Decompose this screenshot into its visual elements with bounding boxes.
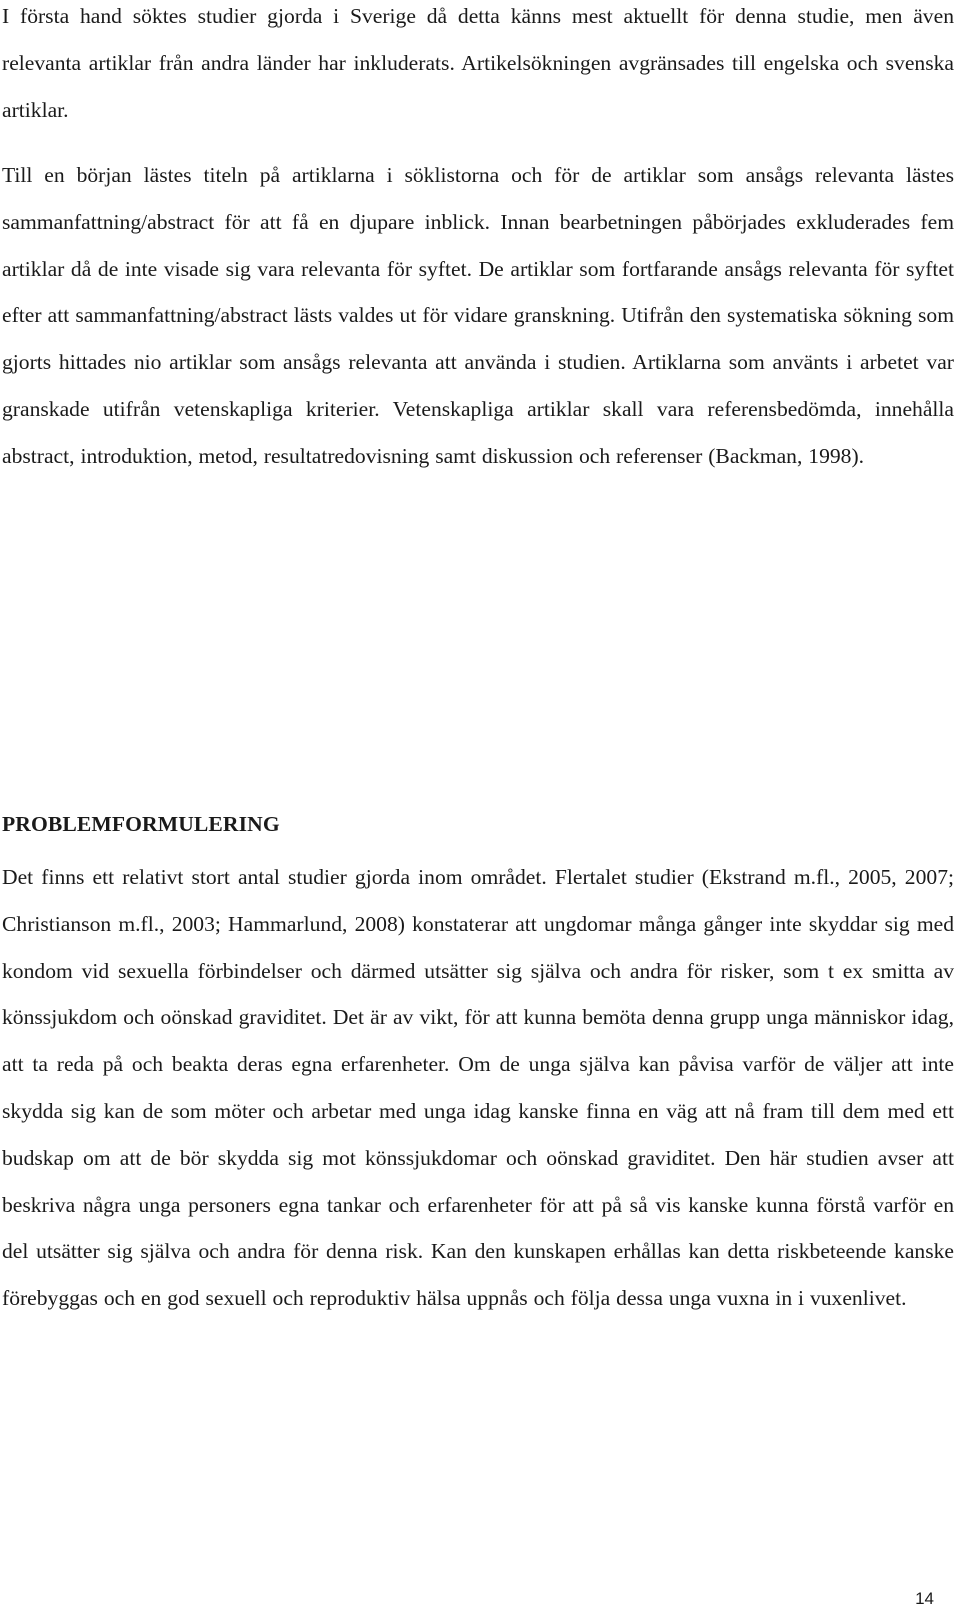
section-heading: PROBLEMFORMULERING bbox=[2, 812, 280, 836]
page-number: 14 bbox=[915, 1589, 934, 1608]
paragraph-problem-statement: Det finns ett relativt stort antal studier gjorda inom området. Flertalet studier (Ekstrand m.fl., 2005, 2007; Christianson m.fl., 2003; Hammarlund, 2008) konstaterar att ungdomar många gånger inte skyddar sig med kondom vid sexuella förbindelser och därmed utsätter sig själva och andra för risker, som t ex smitta av könssjukdom och oönskad graviditet. Det är av vikt, för att kunna bemöta denna grupp unga människor idag, att ta reda på och beakta deras egna erfarenheter. Om de unga själva kan påvisa varför de väljer att inte skydda sig kan de som möter och arbetar med unga idag kanske finna en väg att nå fram till dem med ett budskap om att de bör skydda sig mot könssjukdomar och oönskad graviditet. Den här studien avser att beskriva några unga personers egna tankar och erfarenheter för att på så vis kanske kunna förstå varför en del utsätter sig själva och andra för denna risk. Kan den kunskapen erhållas kan detta riskbeteende kanske förebyggas och en god sexuell och reproduktiv hälsa uppnås och följa dessa unga vuxna in i vuxenlivet. bbox=[2, 865, 954, 1311]
paragraph-search-scope: I första hand söktes studier gjorda i Sverige då detta känns mest aktuellt för denna studie, men även relevanta artiklar från andra länder har inkluderats. Artikelsökningen avgränsades till engelska och svenska artiklar. bbox=[2, 4, 954, 122]
paragraph-article-selection: Till en början lästes titeln på artiklarna i söklistorna och för de artiklar som ansågs relevanta lästes sammanfattning/abstract för att få en djupare inblick. Innan bearbetningen påbörjades exkluderades fem artiklar då de inte visade sig vara relevanta för syftet. De artiklar som fortfarande ansågs relevanta för syftet efter att sammanfattning/abstract lästs valdes ut för vidare granskning. Utifrån den systematiska sökning som gjorts hittades nio artiklar som ansågs relevanta att använda i studien. Artiklarna som använts i arbetet var granskade utifrån vetenskapliga kriterier. Vetenskapliga artiklar skall vara referensbedömda, innehålla abstract, introduktion, metod, resultatredovisning samt diskussion och referenser (Backman, 1998). bbox=[2, 163, 954, 468]
